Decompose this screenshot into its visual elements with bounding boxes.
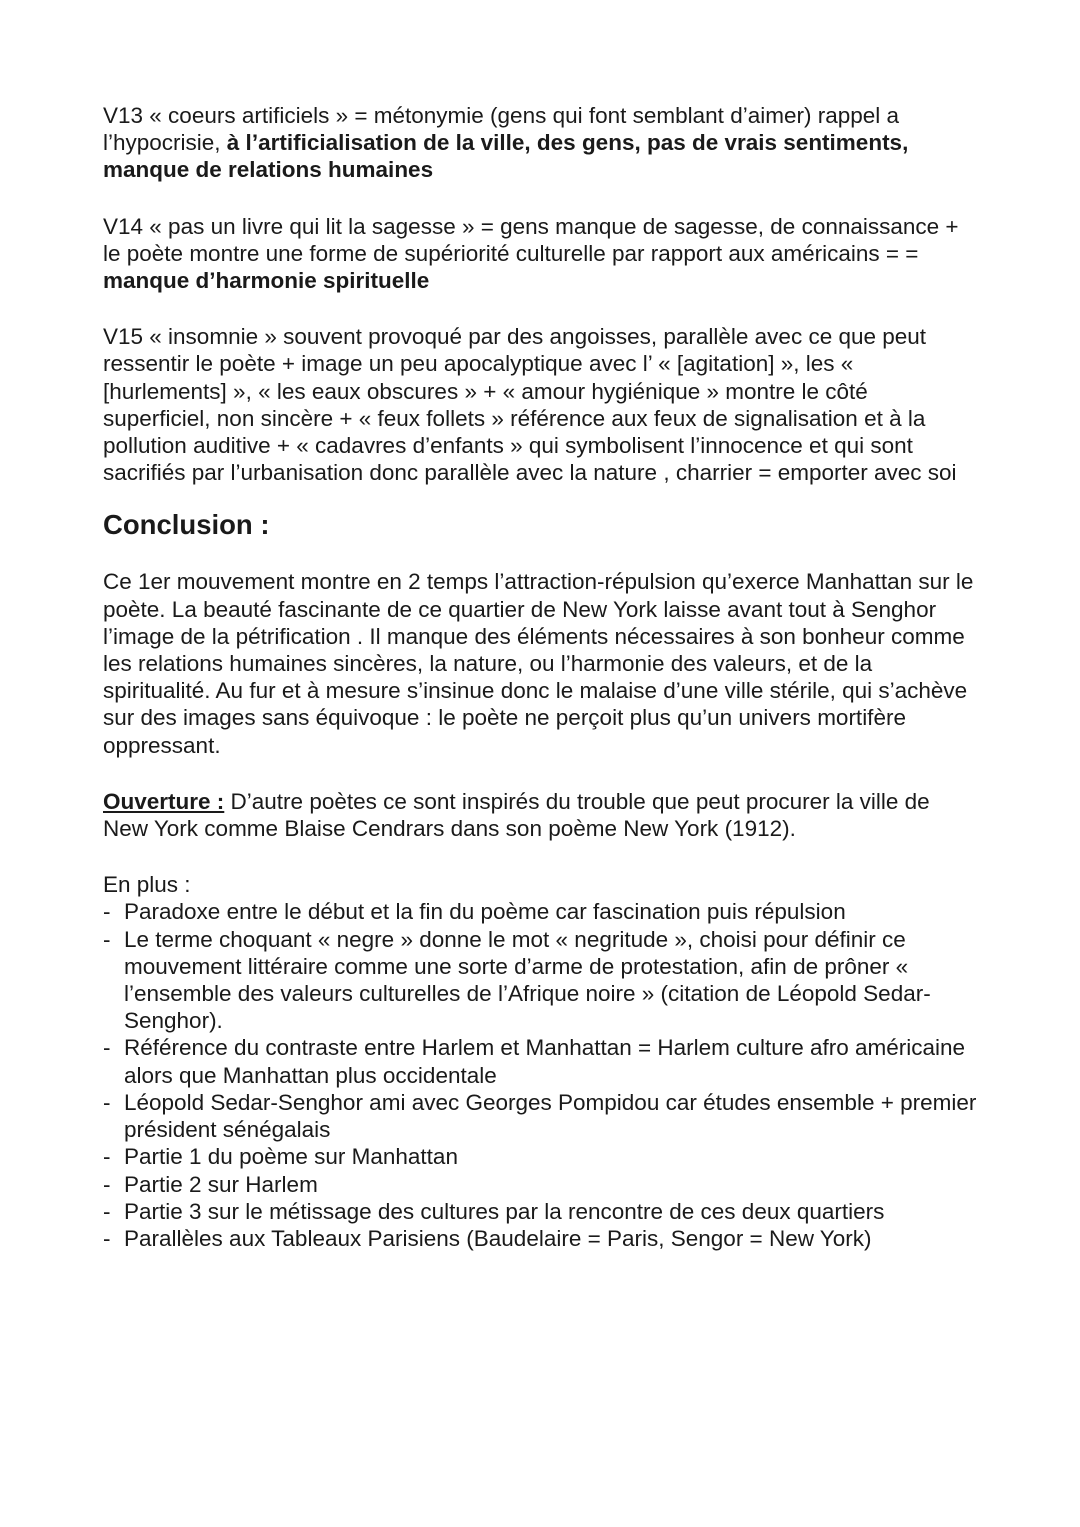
list-item-text: Paradoxe entre le début et la fin du poème car fascination puis répulsion	[124, 899, 846, 925]
dash-bullet: -	[103, 926, 111, 952]
v13-paragraph	[103, 102, 980, 184]
dash-bullet: -	[103, 1144, 111, 1170]
dash-bullet: -	[103, 1035, 111, 1061]
dash-bullet: -	[103, 1225, 111, 1251]
list-item	[103, 1089, 980, 1143]
list-item-text: Partie 2 sur Harlem	[124, 1171, 318, 1197]
v15-paragraph: V15 « insomnie » souvent provoqué par des angoisses, parallèle avec ce que peut ressentir le poète + image un peu apocalyptique avec l’ « [agitation] », les « [hurlements] », « les eaux obscures » + « amour hygiénique » montre le côté superficiel, non sincère + « feux follets » référence aux feux de signalisation et à la pollution auditive + « cadavres d’enfants » qui symbolisent l’innocence et qui sont sacrifiés par l’urbanisation donc parallèle avec la nature , charrier = emporter avec soi	[103, 324, 957, 486]
list-item-text: Partie 1 du poème sur Manhattan	[124, 1144, 458, 1170]
v14-paragraph	[103, 213, 980, 295]
list-item	[103, 1034, 980, 1088]
v13-text: V13 « coeurs artificiels » = métonymie (gens qui font semblant d’aimer) rappel a l’hypocrisie,	[103, 103, 900, 156]
list-item	[103, 898, 980, 925]
ouverture-paragraph	[103, 788, 980, 842]
list-item-text: Léopold Sedar-Senghor ami avec Georges Pompidou car études ensemble + premier président sénégalais	[124, 1089, 977, 1143]
v14-bold-text: manque d’harmonie spirituelle	[103, 268, 430, 294]
list-item	[103, 1225, 980, 1252]
en-plus-intro: En plus :	[103, 872, 191, 898]
list-item	[103, 926, 980, 1035]
list-item	[103, 1143, 980, 1170]
list-item-text: Parallèles aux Tableaux Parisiens (Baudelaire = Paris, Sengor = New York)	[124, 1225, 872, 1251]
conclusion-paragraph: Ce 1er mouvement montre en 2 temps l’attraction-répulsion qu’exerce Manhattan sur le poète. La beauté fascinante de ce quartier de New York laisse avant tout à Senghor l’image de la pétrification . Il manque des éléments nécessaires à son bonheur comme les relations humaines sincères, la nature, ou l’harmonie des valeurs, et de la spiritualité. Au fur et à mesure s’insinue donc le malaise d’une ville stérile, qui s’achève sur des images sans équivoque : le poète ne perçoit plus qu’un univers mortifère oppressant.	[103, 569, 974, 758]
conclusion-heading: Conclusion :	[103, 509, 270, 541]
list-item-text: Partie 3 sur le métissage des cultures par la rencontre de ces deux quartiers	[124, 1198, 885, 1224]
list-item-text: Référence du contraste entre Harlem et Manhattan = Harlem culture afro américaine alors que Manhattan plus occidentale	[124, 1035, 966, 1088]
v14-text: V14 « pas un livre qui lit la sagesse » = gens manque de sagesse, de connaissance + le poète montre une forme de supériorité culturelle par rapport aux américains = =	[103, 213, 959, 266]
ouverture-label: Ouverture :	[103, 788, 225, 814]
list-item	[103, 1198, 980, 1225]
v13-bold-text: à l’artificialisation de la ville, des gens, pas de vrais sentiments, manque de relations humaines	[103, 130, 909, 183]
dash-bullet: -	[103, 899, 111, 925]
ouverture-text: D’autre poètes ce sont inspirés du trouble que peut procurer la ville de New York comme Blaise Cendrars dans son poème New York (1912).	[103, 788, 930, 842]
list-item-text: Le terme choquant « negre » donne le mot « negritude », choisi pour définir ce mouvement littéraire comme une sorte d’arme de protestation, afin de prôner « l’ensemble des valeurs culturelles de l’Afrique noire » (citation de Léopold Sedar-Senghor).	[124, 926, 931, 1034]
dash-bullet: -	[103, 1171, 111, 1197]
dash-bullet: -	[103, 1198, 111, 1224]
en-plus-list	[103, 898, 980, 1252]
list-item	[103, 1171, 980, 1198]
dash-bullet: -	[103, 1089, 111, 1115]
